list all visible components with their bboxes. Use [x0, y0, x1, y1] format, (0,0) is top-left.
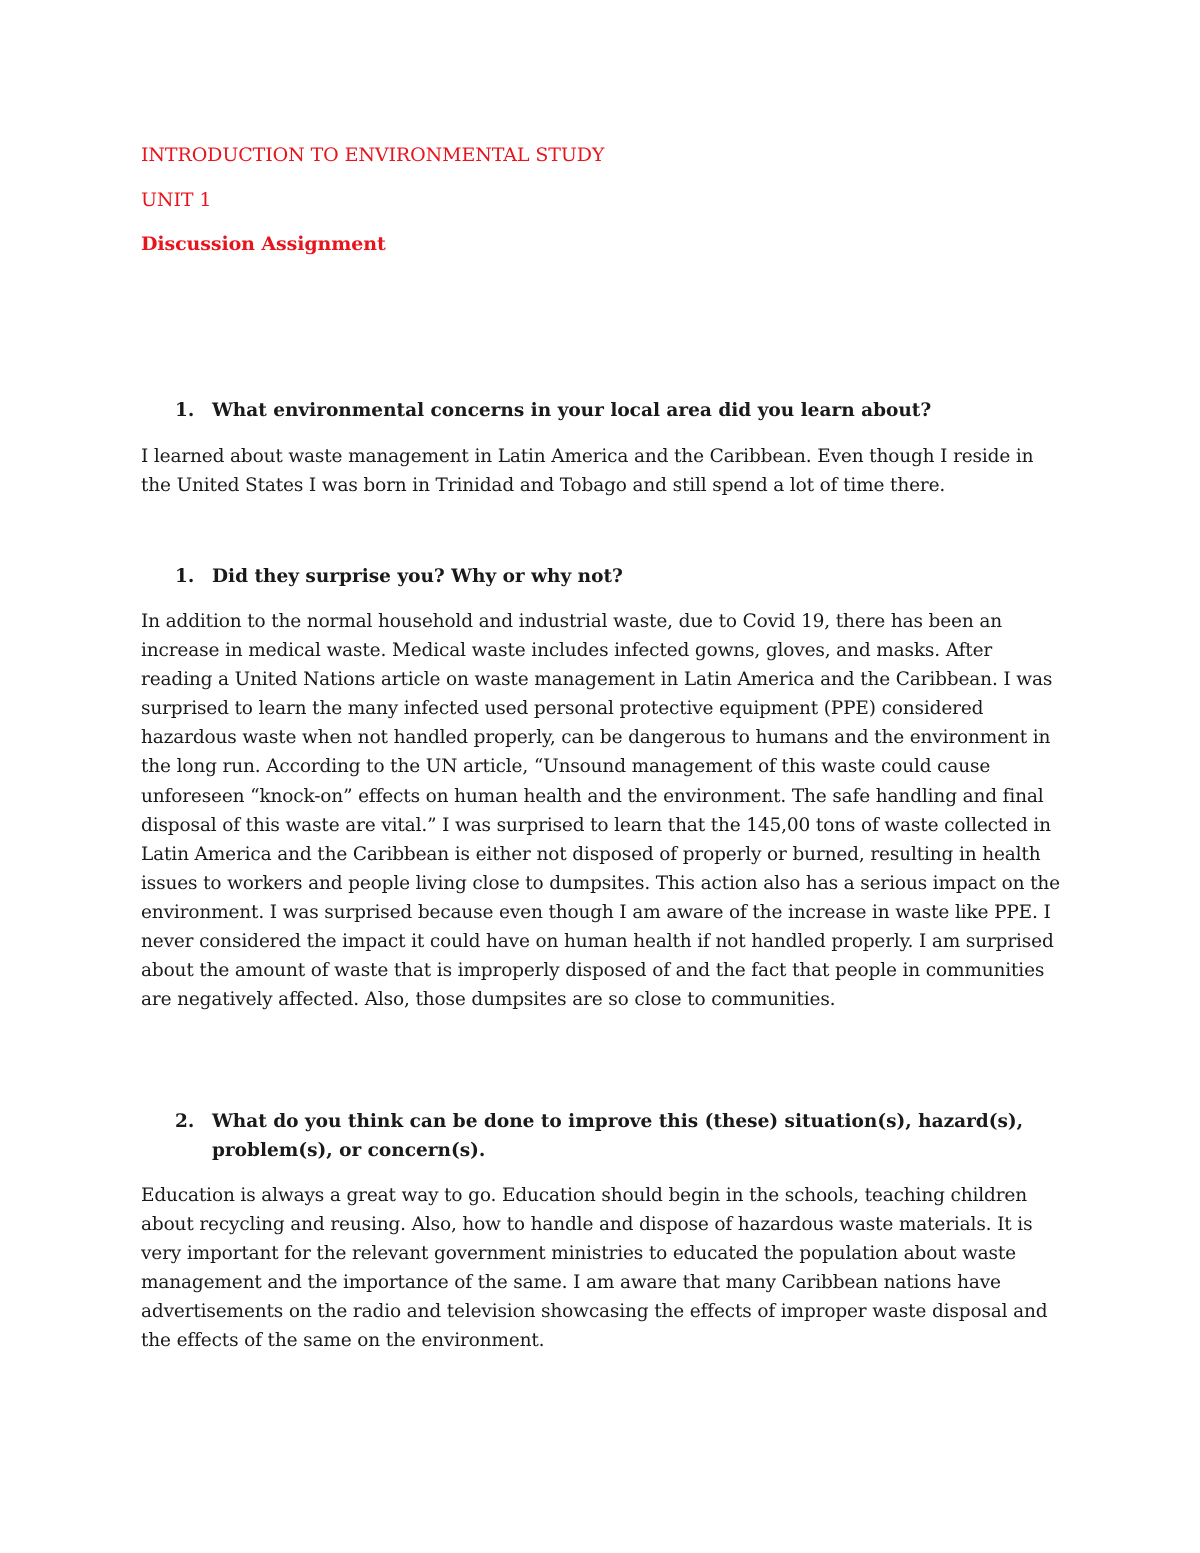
answer-2: In addition to the normal household and industrial waste, due to Covid 19, there has been an increase in medical waste. Medical waste includes infected gowns, gloves, and masks. After reading a United Nations article on waste management in Latin America and the Caribbean. I was surprised to learn the many infected used personal protective equipment (PPE) considered hazardous waste when not handled properly, can be dangerous to humans and the environment in the long run. According to the UN article, “Unsound management of this waste could cause unforeseen “knock-on” effects on human health and the environment. The safe handling and final disposal of this waste are vital.” I was surprised to learn that the 145,00 tons of waste collected in Latin America and the Caribbean is either not disposed of properly or burned, resulting in health issues to workers and people living close to dumpsites. This action also has a serious impact on the environment. I was surprised because even though I am aware of the increase in waste like PPE. I never considered the impact it could have on human health if not handled properly. I am surprised about the amount of waste that is improperly disposed of and the fact that people in communities are negatively affected. Also, those dumpsites are so close to communities. [141, 611, 1060, 1011]
question-text: What environmental concerns in your local area did you learn about? [212, 400, 932, 421]
document-title: INTRODUCTION TO ENVIRONMENTAL STUDY [141, 144, 605, 166]
question-number: 1. [175, 400, 195, 421]
assignment-subtitle: Discussion Assignment [141, 233, 386, 255]
question-1 [175, 396, 1035, 425]
unit-label: UNIT 1 [141, 189, 212, 211]
question-number: 1. [175, 566, 195, 587]
answer-1: I learned about waste management in Latin America and the Caribbean. Even though I reside in the United States I was born in Trinidad and Tobago and still spend a lot of time there. [141, 446, 1034, 497]
answer-3: Education is always a great way to go. Education should begin in the schools, teaching children about recycling and reusing. Also, how to handle and dispose of hazardous waste materials. It is very important for the relevant government ministries to educated the population about waste management and the importance of the same. I am aware that many Caribbean nations have advertisements on the radio and television showcasing the effects of improper waste disposal and the effects of the same on the environment. [141, 1185, 1048, 1352]
question-3 [175, 1107, 1035, 1165]
question-number: 2. [175, 1111, 195, 1132]
question-2 [175, 562, 1035, 591]
question-text: Did they surprise you? Why or why not? [212, 566, 623, 587]
question-text: What do you think can be done to improve this (these) situation(s), hazard(s), problem(s), or concern(s). [212, 1111, 1024, 1161]
